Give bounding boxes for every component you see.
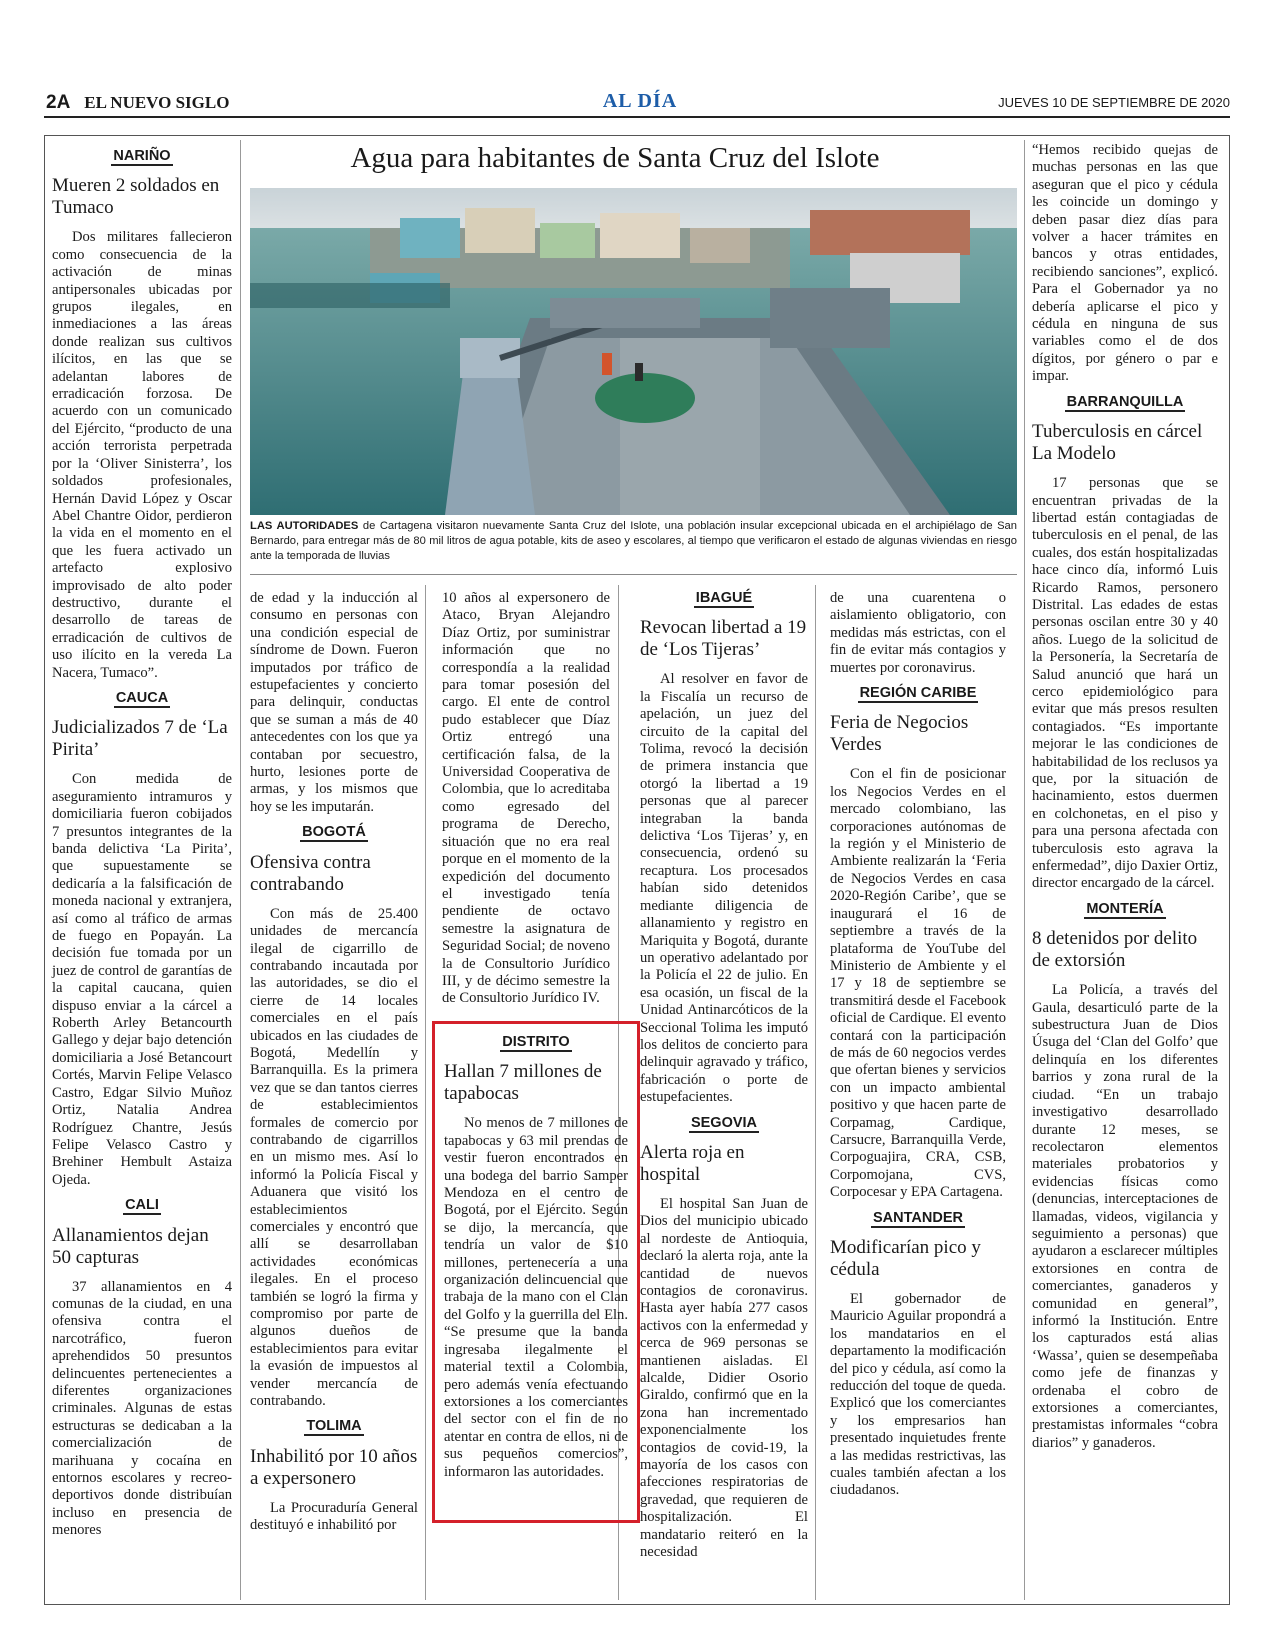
section-tolima: TOLIMA (306, 1418, 362, 1435)
islote-photo (250, 188, 1017, 515)
column-2 (250, 590, 418, 1535)
headline-ibague: Revocan libertad a 19 de ‘Los Tijeras’ (640, 617, 807, 661)
section-distrito: DISTRITO (502, 1034, 570, 1050)
body-narino: Dos militares fallecieron como consecuencia de la activación de minas antipersonales ubicadas por grupos ilegales, en inmediaciones a las áreas donde realizan sus cultivos ilícitos, en las que se adelantan labores de erradicación forzosa. De acuerdo con un comunicado del Ejército, “producto de una acción terrorista perpetrada por la ‘Oliver Sinisterra’, los soldados profesionales, Hernán David López y Oscar Abel Chantre Oidor, perdieron la vida en el momento en el que les fuera activado un artefacto explosivo improvisado de alto poder destructivo, durante el desarrollo de tareas de erradicación de cultivos de uso ilícito en la vereda La Nacera, Tumaco”. (52, 229, 232, 681)
body-distrito: No menos de 7 millones de tapabocas y 63 mil prendas de vestir fueron encontrados en una bodega del barrio Samper Mendoza en el centro de Bogotá, por el Ejército. Según se dijo, la mercancía, que tendría un valor de $10 millones, pertenecería a una organización delincuencial que trabaja de la mano con el Clan del Golfo y la guerrilla del Eln. “Se presume que la banda ingresaba ilegalmente el material textil a Colombia, pero además venía efectuando extorsiones a los comerciantes del sector con el fin de no atentar en contra de ellos, ni de sus pequeños comercios”, informaron las autoridades. (444, 1115, 628, 1480)
body-barranquilla: 17 personas que se encuentran privadas de la libertad están contagiadas de tuberculosis en el penal, de las cuales, dos están hospitalizadas hace cinco día, informó Luis Ricardo Ramos, personero Distrital. Las edades de estas personas oscilan entre 30 y 40 años. Luego de la solicitud de la Personería, la Secretaría de Salud anunció que hará un cerco epidemiológico para evitar que más presos resulten contagiados. “Es importante mejorar le las condiciones de habitabilidad de los reclusos ya que, por la situación de hacinamiento, estos duermen en colchonetas, en el piso y para una persona afectada con tuberculosis esto agrava la enfermedad”, dijo Daxier Ortiz, director encargado de la cárcel. (1032, 475, 1218, 892)
column-4 (640, 582, 808, 1562)
headline-bogota: Ofensiva contra contrabando (250, 851, 371, 895)
headline-santander: Modificarían pico y cédula (830, 1237, 981, 1280)
section-santander: SANTANDER (873, 1209, 963, 1226)
story-distrito (444, 1026, 628, 1481)
section-cauca: CAUCA (115, 689, 169, 706)
headline-barranquilla: Tuberculosis en cárcel La Modelo (1032, 421, 1203, 465)
section-ibague: IBAGUÉ (695, 590, 753, 606)
caption-lead: LAS AUTORIDADES (250, 520, 359, 532)
headline-region-caribe: Feria de Negocios Verdes (830, 712, 969, 756)
section-barranquilla: BARRANQUILLA (1066, 393, 1184, 410)
body-monteria: La Policía, a través del Gaula, desarticuló parte de la subestructura Juan de Dios Úsuga del ‘Clan del Golfo’ que delinquía en los diferentes barrios y zona rural de la ciudad. “En un trabajo investigativo desarrollado durante 12 meses, se recolectaron elementos materiales probatorios y evidencias físicas como (denuncias, interceptaciones de llamadas, videos, vigilancia y seguimiento a personas) que ayudaron a esclarecer múltiples extorsiones en contra de comerciantes, ganaderos y comunidad en general”, informó la Institución. Entre los capturados está alias ‘Wassa’, quien se desempeñaba como jefe de finanzas y ordenaba el cobro de extorsiones a comerciantes, prestamistas informales “cobra diarios” y ganaderos. (1032, 982, 1218, 1451)
headline-tolima: Inhabilitó por 10 años a expersonero (250, 1445, 418, 1489)
body-continuation: de edad y la inducción al consumo en personas con una condición especial de síndrome de Down. Fueron imputados por tráfico de estupefacientes y concierto para delinquir, conductas que se suman a más de 40 antecedentes con los que ya contaban por secuestro, hurto, lesiones porte de armas, y los mismos que hoy se les imputarán. (250, 590, 418, 815)
body-segovia: El hospital San Juan de Dios del municipio ubicado al nordeste de Antioquia, declaró la alerta roja, ante la cantidad de nuevos contagios de coronavirus. Hasta ayer había 277 casos activos con la enfermedad y cerca de 969 personas se mantienen aisladas. El alcalde, Didier Osorio Giraldo, confirmó que en la zona han incrementado exponencialmente los contagios de covid-19, la mayoría de los casos con afecciones respiratorias de gravedad, que requieren de hospitalización. El mandatario reiteró en la necesidad (640, 1195, 808, 1561)
body-region-caribe: Con el fin de posicionar los Negocios Verdes en el mercado colombiano, las corporaciones autónomas de la región y el Ministerio de Ambiente realizarán la ‘Feria de Negocios Verdes en casa 2020-Región Caribe’, que se inaugurará el 16 de septiembre a través de la plataforma de YouTube del Ministerio de Ambiente y el 17 y 18 de septiembre se transmitirá desde el Facebook oficial de Cardique. El evento contará con la participación de más de 60 negocios verdes que ofertan bienes y servicios con un impacto ambiental positivo y que hacen parte de Corpamag, Cardique, Carsucre, Barranquilla Verde, Corpoguajira, CRA, CSB, Corpomojana, CVS, Corpocesar y EPA Cartagena. (830, 766, 1006, 1201)
ship-and-island-image (250, 188, 1017, 515)
section-monteria: MONTERÍA (1086, 900, 1164, 917)
body-santander: El gobernador de Mauricio Aguilar propondrá a los mandatarios en el departamento la modificación del pico y cédula, así como la reducción del toque de queda. Explicó que los comerciantes y los empresarios han presentado inquietudes frente a las medidas restrictivas, las cuales también afectan a los ciudadanos. (830, 1291, 1006, 1499)
page-header-left (46, 92, 229, 114)
body-ibague: Al resolver en favor de la Fiscalía un recurso de apelación, un juez del circuito de la capital del Tolima, revocó la decisión de primera instancia que otorgó la libertad a 19 personas que al parecer integraban la banda delictiva ‘Los Tijeras’ y, en consecuencia, ordenó su recaptura. Los procesados habían sido detenidos mediante diligencia de allanamiento y registro en Mariquita y Bogotá, durante un operativo adelantado por la Policía el 22 de julio. En esa ocasión, un fiscal de la Unidad Antinarcóticos de la Seccional Tolima les imputó los delitos de concierto para delinquir agravado y tráfico, fabricación o porte de estupefacientes. (640, 671, 808, 1106)
body-bogota: Con más de 25.400 unidades de mercancía ilegal de cigarrillo de contrabando incautada por las autoridades, se dio el cierre de 14 locales comerciales en el país ubicados en las ciudades de Bogotá, Medellín y Barranquilla. Es la primera vez que se dan tantos cierres de establecimientos formales de comercio por contrabando de cigarrillos en un mismo mes. Así lo informó la Policía Fiscal y Aduanera que visitó los establecimientos comerciales y encontró que allí se desarrollaban actividades económicas ilegales. En el proceso también se logró la firma y compromiso por parte de algunos dueños de establecimientos para evitar la evasión de impuestos al vender mercancía de contrabando. (250, 905, 418, 1410)
body-cali: 37 allanamientos en 4 comunas de la ciudad, en una ofensiva contra el narcotráfico, fueron aprehendidos 50 presuntos delincuentes pertenecientes a diferentes organizaciones criminales. Algunas de estas estructuras se dedicaban a la comercialización de marihuana y cocaína en entornos escolares y recreo-deportivos donde distribuían incluso en presencia de menores (52, 1278, 232, 1539)
body-tolima: La Procuraduría General destituyó e inhabilitó por (250, 1499, 418, 1534)
caption-rule (250, 574, 1017, 575)
section-bogota: BOGOTÁ (302, 824, 366, 841)
column-1 (52, 140, 232, 1540)
section-segovia: SEGOVIA (690, 1114, 758, 1131)
section-region-caribe: REGIÓN CARIBE (859, 685, 977, 702)
column-divider (1024, 140, 1025, 1600)
masthead: EL NUEVO SIGLO (84, 93, 230, 112)
page-number: 2A (46, 92, 71, 113)
photo-caption (250, 519, 1017, 564)
column-5 (830, 590, 1006, 1500)
section-narino: NARIÑO (113, 148, 171, 164)
section-label: AL DÍA (602, 90, 678, 112)
header-rule (44, 116, 1230, 118)
main-headline: Agua para habitantes de Santa Cruz del Islote (350, 142, 880, 174)
column-divider (425, 585, 426, 1600)
body-continuation: 10 años al expersonero de Ataco, Bryan Alejandro Díaz Ortiz, por suministrar información que no correspondía a la realidad para tomar posesión del cargo. El ente de control pudo establecer que Díaz Ortiz entregó una certificación falsa, de la Universidad Cooperativa de Colombia, que lo acreditaba como egresado del programa de Derecho, situación que no era real porque en el momento de la expedición del documento el investigado tenía pendiente de octavo semestre la asignatura de Seguridad Social; de noveno la de Consultorio Jurídico III, y de décimo semestre la de Consultorio Jurídico IV. (442, 590, 610, 1007)
caption-text: de Cartagena visitaron nuevamente Santa Cruz del Islote, una población insular excepcional ubicada en el archipiélago de San Bernardo, para entregar más de 80 mil litros de agua potable, kits de aseo y escolares, al tiempo que verificaron el estado de algunas viviendas en riesgo ante la temporada de lluvias (250, 520, 1017, 562)
section-cali: CALI (125, 1197, 159, 1214)
headline-narino: Mueren 2 soldados en Tumaco (52, 175, 220, 219)
headline-distrito: Hallan 7 millones de tapabocas (444, 1061, 602, 1105)
headline-cali: Allanamientos dejan 50 capturas (52, 1224, 209, 1268)
column-6 (1032, 142, 1218, 1452)
headline-cauca: Judicializados 7 de ‘La Pirita’ (52, 717, 228, 761)
body-cauca: Con medida de aseguramiento intramuros y domiciliaria fueron cobijados 7 presuntos integrantes de la banda delictiva ‘La Pirita’, que supuestamente se dedicaría a la falsificación de moneda nacional y extranjera, así como al tráfico de armas de fuego en Popayán. La decisión fue tomada por un juez de control de garantías de la capital caucana, quien dispuso enviar a la cárcel a Roberth Arley Betancourth Gallego y dejar bajo detención domiciliaria a José Betancourt Cortés, Marvin Felipe Velasco Castro, Edgar Silvio Muñoz Ortiz, Natalia Andrea Rodríguez Chantre, Jesús Felipe Velasco Castro y Brehiner Hembult Astaiza Ojeda. (52, 771, 232, 1188)
column-divider (815, 585, 816, 1600)
column-divider (240, 140, 241, 1600)
headline-segovia: Alerta roja en hospital (640, 1141, 745, 1185)
headline-monteria: 8 detenidos por delito de extorsión (1032, 928, 1198, 972)
body-continuation: de una cuarentena o aislamiento obligatorio, con medidas más estrictas, con el fin de evitar más contagios y muertes por coronavirus. (830, 590, 1006, 676)
body-continuation: “Hemos recibido quejas de muchas personas en las que aseguran que el pico y cédula les coincide un domingo y deben pasar diez días para volver a hacer trámites en bancos y otras entidades, recibiendo sanciones”, explicó. Para el Gobernador ya no debería aplicarse el pico y cédula en ninguna de sus variables como el de dos dígitos, por género o par e impar. (1032, 142, 1218, 385)
column-3 (442, 590, 610, 1008)
issue-date: JUEVES 10 DE SEPTIEMBRE DE 2020 (998, 95, 1230, 110)
